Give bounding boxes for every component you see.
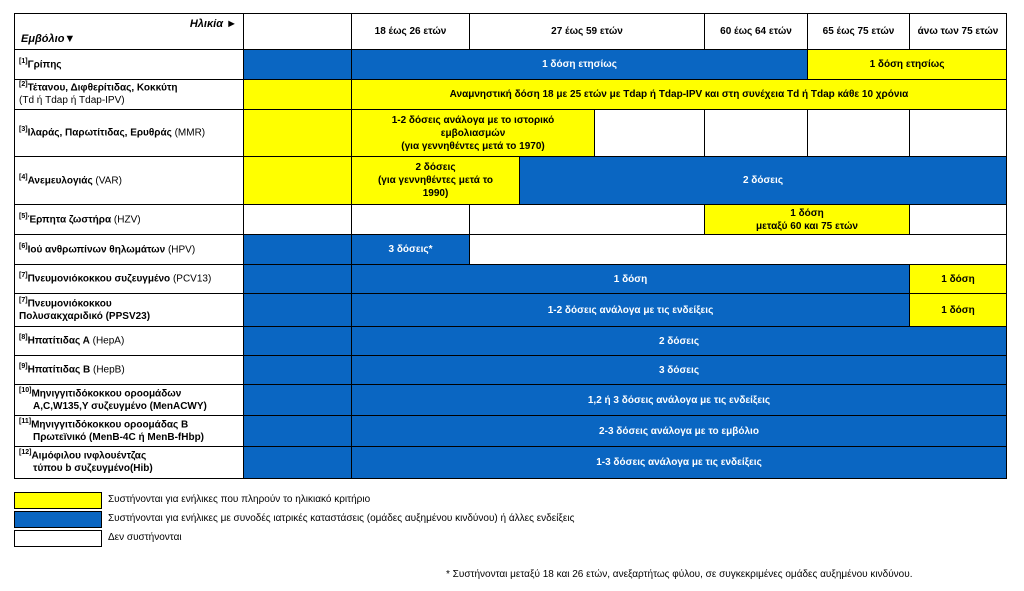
schedule-cell xyxy=(243,415,352,447)
schedule-cell xyxy=(351,79,1007,110)
vaccine-label xyxy=(14,326,244,356)
vaccine-name: Μηνιγγιτιδόκοκκου οροομάδας Β xyxy=(31,419,189,431)
schedule-cell xyxy=(243,293,352,327)
dose-text: 1 δόση ετησίως xyxy=(869,59,945,70)
schedule-cell xyxy=(807,109,910,157)
schedule-cell xyxy=(351,204,470,235)
dose-text: 2 δόσεις xyxy=(742,175,784,186)
vaccine-abbr: (MMR) xyxy=(174,127,206,139)
vaccine-abbr: (HepA) xyxy=(92,335,125,347)
schedule-cell xyxy=(351,156,520,205)
vaccine-label xyxy=(14,234,244,265)
schedule-cell xyxy=(909,264,1007,294)
vaccine-abbr: (HepB) xyxy=(93,364,125,376)
dose-text: 1 δόση ετησίως xyxy=(542,59,617,70)
vaccine-abbr: (PCV13) xyxy=(172,273,212,285)
dose-text: 1 δόση xyxy=(941,273,975,285)
schedule-cell xyxy=(351,384,1007,416)
legend-text: Συστήνονται για ενήλικες που πληρούν το ηλικιακό κριτήριο xyxy=(108,494,371,505)
legend-text: Δεν συστήνονται xyxy=(108,532,182,543)
schedule-cell xyxy=(243,234,352,265)
legend-text: Συστήνονται για ενήλικες με συνοδές ιατρικές καταστάσεις (ομάδες αυξημένου κινδύνου) ή άλλες ενδείξεις xyxy=(108,513,575,524)
legend-swatch xyxy=(14,511,102,528)
schedule-cell xyxy=(243,49,352,80)
age-group-header: 60 έως 64 ετών xyxy=(704,13,808,50)
footnote-ref: [11] xyxy=(19,417,32,425)
legend-item xyxy=(14,492,814,509)
footnote: * Συστήνονται μεταξύ 18 και 26 ετών, ανεξαρτήτως φύλου, σε συγκεκριμένες ομάδες αυξημένου κινδύνου. xyxy=(446,569,913,580)
schedule-cell xyxy=(594,109,705,157)
vaccine-name: Ηπατίτιδας Α xyxy=(27,335,90,347)
footnote-ref: [7] xyxy=(19,296,28,304)
vaccine-label xyxy=(14,204,244,235)
footnote-ref: [4] xyxy=(19,173,28,181)
schedule-cell xyxy=(704,204,910,235)
footnote-ref: [12] xyxy=(19,449,32,457)
footnote-ref: [5] xyxy=(19,212,28,220)
schedule-cell xyxy=(704,109,808,157)
age-group-header: 27 έως 59 ετών xyxy=(469,13,705,50)
vaccine-name-line2: A,C,W135,Y συζευγμένο (MenACWY) xyxy=(33,400,207,412)
dose-text: Αναμνηστική δόση 18 με 25 ετών με Tdap ή Tdap-IPV και στη συνέχεια Td ή Tdap κάθε 10 χρόνια xyxy=(449,89,909,100)
vaccine-label xyxy=(14,415,244,447)
schedule-cell xyxy=(243,384,352,416)
header-corner xyxy=(14,13,244,50)
vaccine-name: Πνευμονιόκοκκου συζευγμένο xyxy=(27,273,171,285)
vaccine-name: Αιμόφιλου ινφλουέντζας xyxy=(31,450,147,462)
vaccine-label xyxy=(14,384,244,416)
footnote-ref: [9] xyxy=(19,363,28,371)
schedule-cell xyxy=(243,326,352,356)
schedule-cell xyxy=(243,204,352,235)
footnote-ref: [7] xyxy=(19,272,28,280)
schedule-cell xyxy=(243,79,352,110)
vaccine-name: Έρπητα ζωστήρα xyxy=(27,213,112,225)
legend-item xyxy=(14,530,814,547)
vaccine-abbr: (HPV) xyxy=(167,243,196,255)
footnote-ref: [6] xyxy=(19,242,28,250)
dose-text: 1-3 δόσεις ανάλογα με τις ενδείξεις xyxy=(596,457,762,468)
vaccine-abbr: (HZV) xyxy=(113,213,141,225)
footnote-ref: [10] xyxy=(19,386,32,394)
footnote-ref: [2] xyxy=(19,81,28,89)
dose-text: 2-3 δόσεις ανάλογα με το εμβόλιο xyxy=(599,425,759,437)
dose-text: 3 δόσεις* xyxy=(388,244,433,255)
vaccine-axis-label: Εμβόλιο▼ xyxy=(21,33,76,45)
vaccine-name: Ιλαράς, Παρωτίτιδας, Ερυθράς xyxy=(27,127,172,139)
footnote-ref: [3] xyxy=(19,126,28,134)
vaccine-name-line2: (Td ή Tdap ή Tdap-IPV) xyxy=(19,95,125,107)
schedule-cell xyxy=(807,49,1007,80)
dose-text: 2 δόσεις xyxy=(658,335,700,347)
vaccine-name-line2: Πρωτεϊνικό (MenB-4C ή MenB-fHbp) xyxy=(33,431,205,443)
vaccine-name: Ιού ανθρωπίνων θηλωμάτων xyxy=(27,243,166,255)
vaccination-schedule-table xyxy=(14,13,1006,478)
schedule-cell xyxy=(243,446,352,479)
vaccine-abbr: (VAR) xyxy=(95,174,122,186)
footnote-ref: [1] xyxy=(19,57,28,65)
age-group-header: 18 έως 26 ετών xyxy=(351,13,470,50)
vaccine-name-line2: τύπου b συζευγμένο(Hib) xyxy=(33,463,153,475)
vaccine-label xyxy=(14,264,244,294)
schedule-cell xyxy=(243,355,352,385)
schedule-cell xyxy=(351,415,1007,447)
schedule-cell xyxy=(351,355,1007,385)
vaccine-label xyxy=(14,355,244,385)
vaccine-name: Τέτανου, Διφθερίτιδας, Κοκκύτη xyxy=(27,82,178,94)
vaccine-label xyxy=(14,109,244,157)
schedule-cell xyxy=(909,293,1007,327)
dose-text: 1-2 δόσεις ανάλογα με τις ενδείξεις xyxy=(547,304,714,316)
schedule-cell xyxy=(351,234,470,265)
schedule-cell xyxy=(351,109,595,157)
vaccine-name: Ηπατίτιδας Β xyxy=(27,364,91,376)
age-axis-label: Ηλικία ► xyxy=(189,18,237,30)
dose-text: 1 δόση xyxy=(613,273,648,285)
vaccine-name: Ανεμευλογιάς xyxy=(27,174,93,186)
age-group-header: 65 έως 75 ετών xyxy=(807,13,910,50)
vaccine-name: Πνευμονιόκοκκου xyxy=(27,298,112,310)
schedule-cell xyxy=(519,156,1007,205)
dose-text: 3 δόσεις xyxy=(658,364,700,376)
schedule-cell xyxy=(351,49,808,80)
schedule-cell xyxy=(469,204,705,235)
vaccine-name: Μηνιγγιτιδόκοκκου οροομάδων xyxy=(31,388,182,400)
legend-item xyxy=(14,511,814,528)
footnote-ref: [8] xyxy=(19,334,28,342)
schedule-cell xyxy=(351,293,910,327)
schedule-cell xyxy=(909,204,1007,235)
vaccine-name-line2: Πολυσακχαριδικό (PPSV23) xyxy=(19,310,151,322)
schedule-cell xyxy=(351,326,1007,356)
dose-text: 1,2 ή 3 δόσεις ανάλογα με τις ενδείξεις xyxy=(587,394,771,406)
schedule-cell xyxy=(243,264,352,294)
dose-text: 1-2 δόσεις ανάλογα με το ιστορικό εμβολιασμών (για γεννηθέντες μετά το 1970) xyxy=(391,114,555,152)
vaccine-name: Γρίπης xyxy=(27,58,62,70)
vaccine-label xyxy=(14,79,244,110)
dose-text: 1 δόση xyxy=(941,304,975,316)
schedule-cell xyxy=(351,446,1007,479)
vaccine-label xyxy=(14,293,244,327)
schedule-cell xyxy=(243,156,352,205)
legend-swatch xyxy=(14,530,102,547)
schedule-cell xyxy=(243,109,352,157)
age-group-header: άνω των 75 ετών xyxy=(909,13,1007,50)
schedule-cell xyxy=(469,234,1007,265)
vaccine-label xyxy=(14,446,244,479)
header-empty-cell xyxy=(243,13,352,50)
schedule-cell xyxy=(909,109,1007,157)
dose-text: 2 δόσεις (για γεννηθέντες μετά το 1990) xyxy=(377,162,494,199)
dose-text: 1 δόση μεταξύ 60 και 75 ετών xyxy=(756,207,858,232)
schedule-cell xyxy=(351,264,910,294)
vaccine-label xyxy=(14,49,244,80)
legend-swatch xyxy=(14,492,102,509)
vaccine-label xyxy=(14,156,244,205)
